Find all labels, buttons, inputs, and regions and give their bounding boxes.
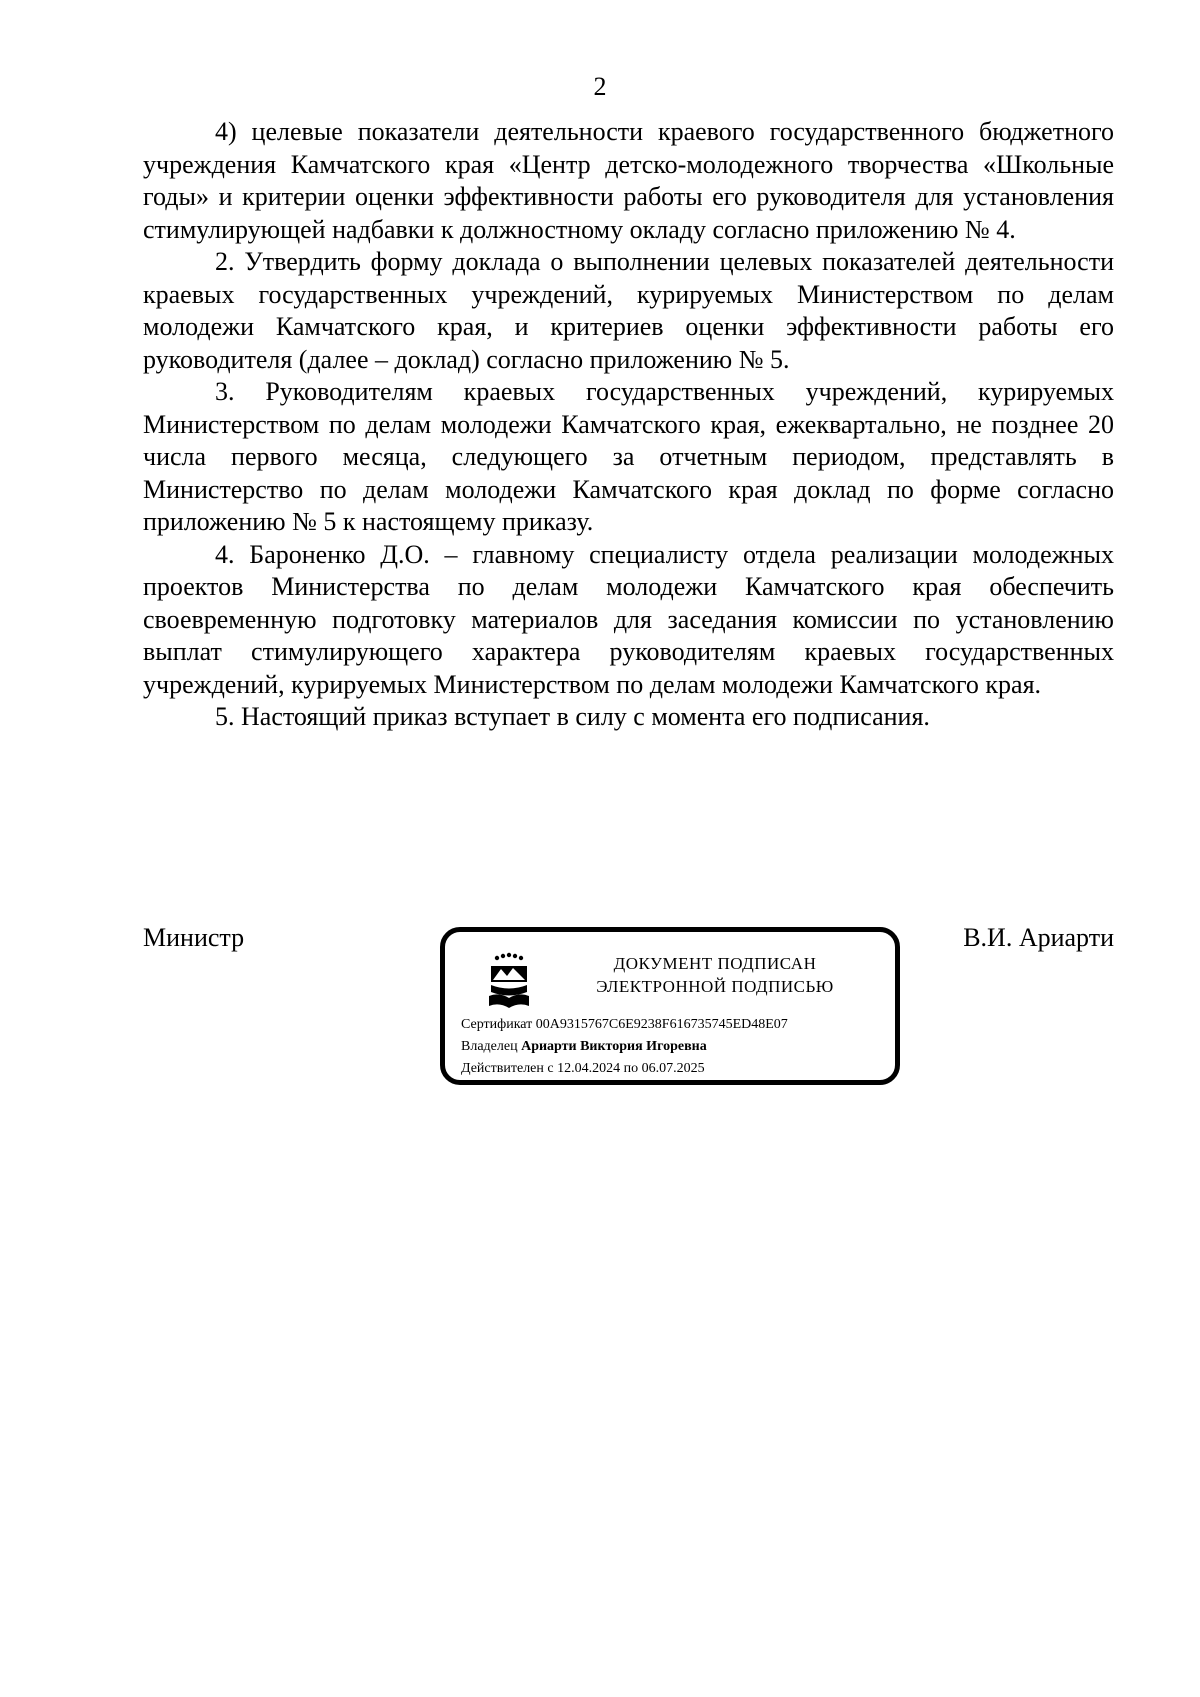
valid-to-label: по (623, 1061, 639, 1076)
paragraph-point-4: 4. Бароненко Д.О. – главному специалисту отдела реализации молодежных проектов Министерства по делам молодежи Камчатского края обеспечить своевременную подготовку материалов для заседания комиссии по установлению выплат стимулирующего характера руководителям краевых государственных учреждений, курируемых Министерством по делам молодежи Камчатского края. (143, 539, 1114, 699)
valid-label: Действителен с (461, 1061, 554, 1076)
page-number: 2 (593, 72, 607, 101)
stamp-header (545, 952, 885, 998)
stamp-header-line-2: ЭЛЕКТРОННОЙ ПОДПИСЬЮ (596, 977, 834, 996)
paragraph-item-4: 4) целевые показатели деятельности краевого государственного бюджетного учреждения Камчатского края «Центр детско-молодежного творчества «Школьные годы» и критерии оценки эффективности работы его руководителя для установления стимулирующей надбавки к должностному окладу согласно приложению № 4. (143, 117, 1114, 244)
signer-title: Министр (143, 923, 245, 952)
stamp-certificate-line (461, 1016, 788, 1034)
stamp-header-line-1: ДОКУМЕНТ ПОДПИСАН (613, 954, 817, 973)
owner-value: Ариарти Виктория Игоревна (521, 1039, 707, 1054)
valid-to: 06.07.2025 (641, 1061, 705, 1076)
stamp-validity-line (461, 1060, 705, 1078)
paragraph-point-3: 3. Руководителям краевых государственных учреждений, курируемых Министерством по делам молодежи Камчатского края, ежеквартально, не позднее 20 числа первого месяца, следующего за отчетным периодом, представлять в Министерство по делам молодежи Камчатского края доклад по форме согласно приложению № 5 к настоящему приказу. (143, 377, 1114, 536)
document-body (143, 116, 1114, 734)
certificate-value: 00A9315767C6E9238F616735745ED48E07 (535, 1017, 788, 1032)
stamp-owner-line (461, 1038, 707, 1056)
certificate-label: Сертификат (461, 1017, 533, 1032)
electronic-signature-stamp (440, 927, 900, 1085)
paragraph-point-2: 2. Утвердить форму доклада о выполнении целевых показателей деятельности краевых государственных учреждений, курируемых Министерством по делам молодежи Камчатского края, и критериев оценки эффективности работы его руководителя (далее – доклад) согласно приложению № 5. (143, 247, 1114, 374)
valid-from: 12.04.2024 (557, 1061, 621, 1076)
kamchatka-emblem-icon (483, 952, 535, 1010)
signer-name: В.И. Ариарти (963, 923, 1114, 952)
owner-label: Владелец (461, 1039, 518, 1054)
paragraph-point-5: 5. Настоящий приказ вступает в силу с момента его подписания. (215, 702, 930, 731)
